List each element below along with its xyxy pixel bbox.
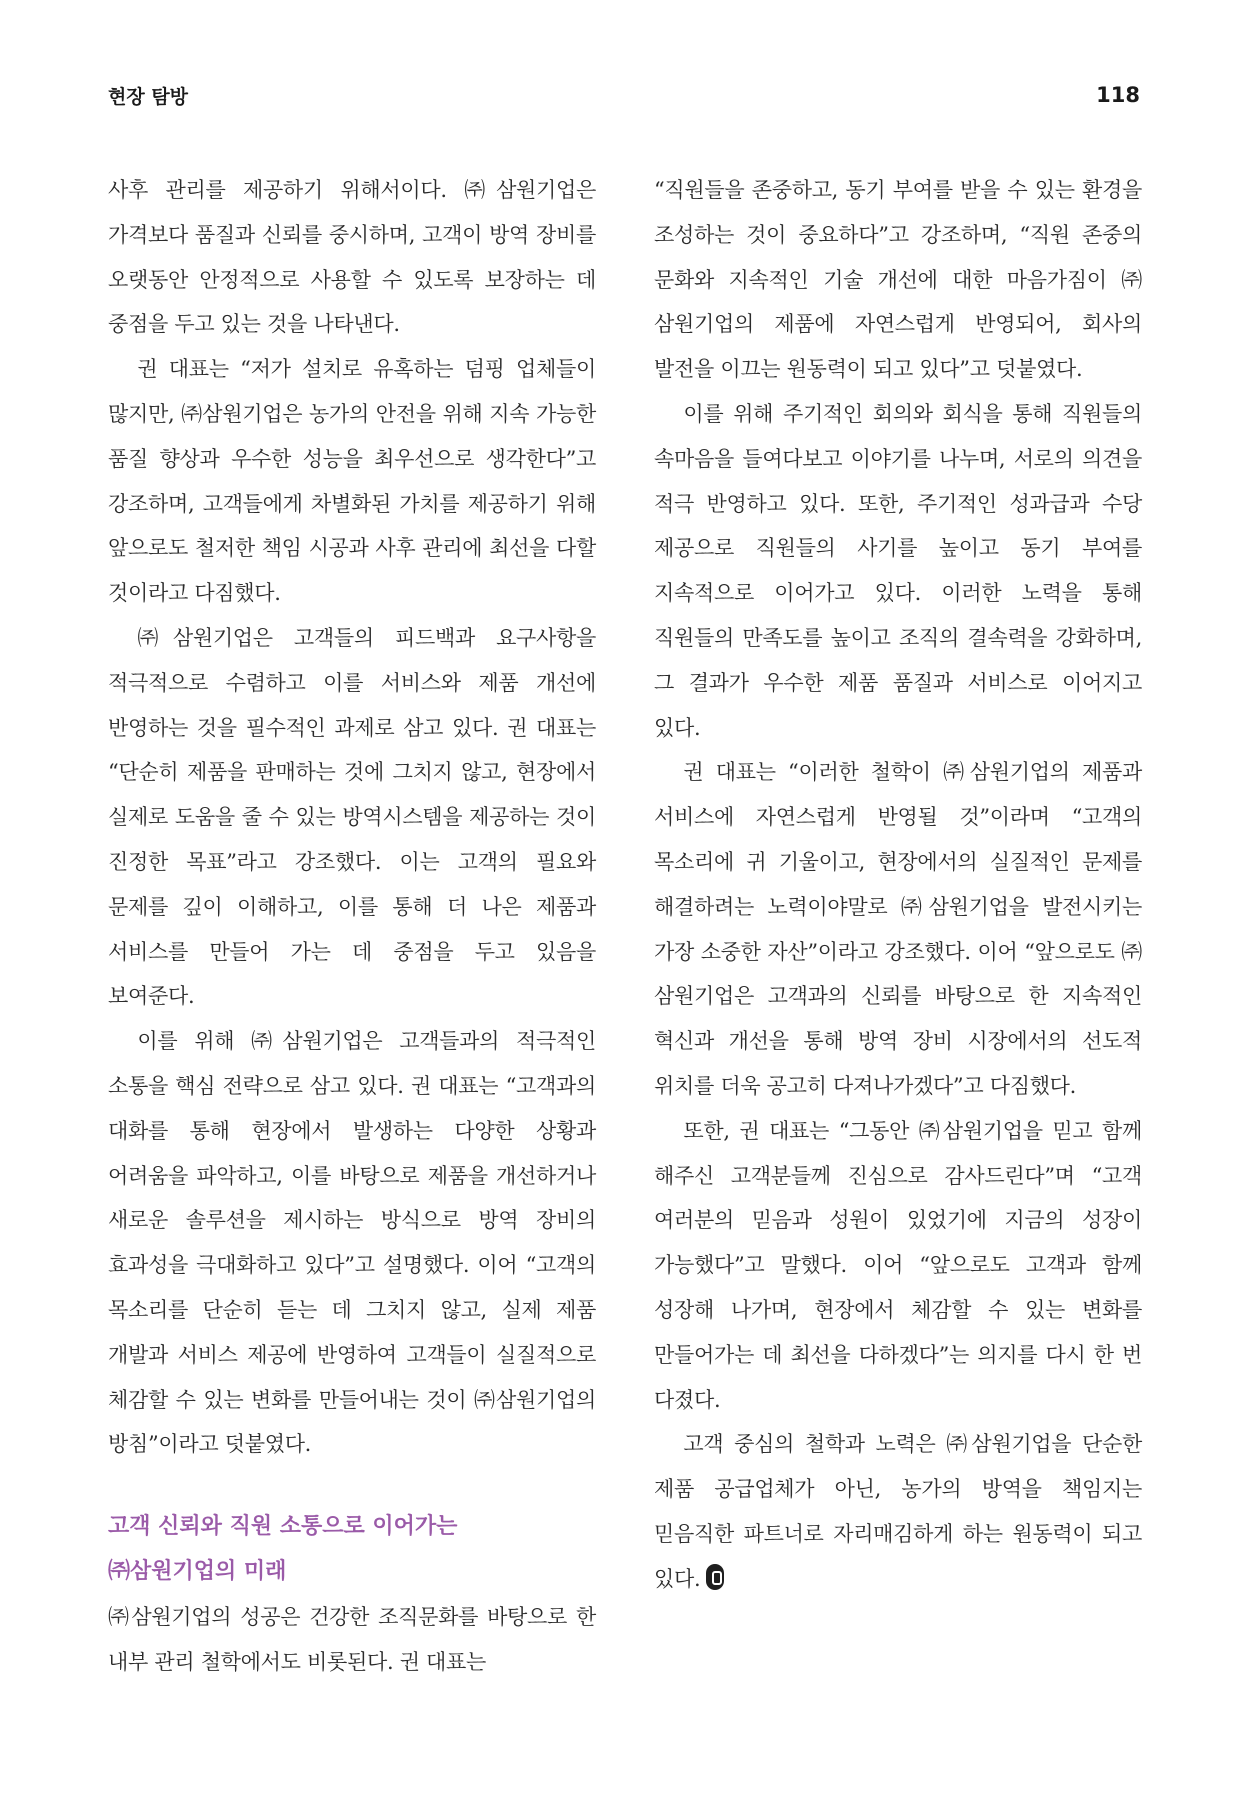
paragraph: 이를 위해 주기적인 회의와 회식을 통해 직원들의 속마음을 들여다보고 이야기를 나누며, 서로의 의견을 적극 반영하고 있다. 또한, 주기적인 성과급과 수당 제공으로 직원들의 사기를 높이고 동기 부여를 지속적으로 이어가고 있다. 이러한 노력을 통해 직원들의 만족도를 높이고 조직의 결속력을 강화하며, 그 결과가 우수한 제품 품질과 서비스로 이어지고 있다. — [654, 401, 1142, 740]
paragraph-last — [654, 1422, 1142, 1601]
paragraph: ㈜삼원기업은 고객들의 피드백과 요구사항을 적극적으로 수렴하고 이를 서비스와 제품 개선에 반영하는 것을 필수적인 과제로 삼고 있다. 권 대표는 “단순히 제품을 판매하는 것에 그치지 않고, 현장에서 실제로 도움을 줄 수 있는 방역시스템을 제공하는 것이 진정한 목표”라고 강조했다. 이는 고객의 필요와 문제를 깊이 이해하고, 이를 통해 더 나은 제품과 서비스를 만들어 가는 데 중점을 두고 있음을 보여준다. — [108, 625, 596, 1009]
section-title: 현장 탐방 — [108, 85, 189, 108]
paragraph: 사후 관리를 제공하기 위해서이다. ㈜삼원기업은 가격보다 품질과 신뢰를 중시하며, 고객이 방역 장비를 오랫동안 안정적으로 사용할 수 있도록 보장하는 데 중점을 두고 있는 것을 나타낸다. — [108, 178, 596, 337]
page-number: 118 — [1096, 83, 1140, 107]
paragraph: 이를 위해 ㈜삼원기업은 고객들과의 적극적인 소통을 핵심 전략으로 삼고 있다. 권 대표는 “고객과의 대화를 통해 현장에서 발생하는 다양한 상황과 어려움을 파악하고, 이를 바탕으로 제품을 개선하거나 새로운 솔루션을 제시하는 방식으로 방역 장비의 효과성을 극대화하고 있다”고 설명했다. 이어 “고객의 목소리를 단순히 듣는 데 그치지 않고, 실제 제품 개발과 서비스 제공에 반영하여 고객들이 실질적으로 체감할 수 있는 변화를 만들어내는 것이 ㈜삼원기업의 방침”이라고 덧붙였다. — [108, 1029, 596, 1457]
page-header — [108, 78, 1140, 112]
section-heading-line: 고객 신뢰와 직원 소통으로 이어가는 — [108, 1514, 458, 1540]
paragraph: ㈜삼원기업의 성공은 건강한 조직문화를 바탕으로 한 내부 관리 철학에서도 비롯된다. 권 대표는 — [108, 1604, 596, 1674]
section-heading-line: ㈜삼원기업의 미래 — [108, 1558, 287, 1584]
article-end-icon — [706, 1564, 724, 1590]
paragraph-text: 고객 중심의 철학과 노력은 ㈜삼원기업을 단순한 제품 공급업체가 아닌, 농가의 방역을 책임지는 믿음직한 파트너로 자리매김하게 하는 원동력이 되고 있다. — [654, 1432, 1142, 1591]
paragraph: “직원들을 존중하고, 동기 부여를 받을 수 있는 환경을 조성하는 것이 중요하다”고 강조하며, “직원 존중의 문화와 지속적인 기술 개선에 대한 마음가짐이 ㈜삼원기업의 제품에 자연스럽게 반영되어, 회사의 발전을 이끄는 원동력이 되고 있다”고 덧붙였다. — [654, 178, 1142, 382]
left-column — [108, 168, 596, 1684]
section-heading — [108, 1505, 596, 1595]
paragraph: 권 대표는 “이러한 철학이 ㈜삼원기업의 제품과 서비스에 자연스럽게 반영될 것”이라며 “고객의 목소리에 귀 기울이고, 현장에서의 실질적인 문제를 해결하려는 노력이야말로 ㈜삼원기업을 발전시키는 가장 소중한 자산”이라고 강조했다. 이어 “앞으로도 ㈜삼원기업은 고객과의 신뢰를 바탕으로 한 지속적인 혁신과 개선을 통해 방역 장비 시장에서의 선도적 위치를 더욱 공고히 다져나가겠다”고 다짐했다. — [654, 760, 1142, 1098]
right-column — [654, 168, 1142, 1602]
paragraph: 또한, 권 대표는 “그동안 ㈜삼원기업을 믿고 함께 해주신 고객분들께 진심으로 감사드린다”며 “고객 여러분의 믿음과 성원이 있었기에 지금의 성장이 가능했다”고 말했다. 이어 “앞으로도 고객과 함께 성장해 나가며, 현장에서 체감할 수 있는 변화를 만들어가는 데 최선을 다하겠다”는 의지를 다시 한 번 다졌다. — [654, 1118, 1142, 1412]
paragraph: 권 대표는 “저가 설치로 유혹하는 덤핑 업체들이 많지만, ㈜삼원기업은 농가의 안전을 위해 지속 가능한 품질 향상과 우수한 성능을 최우선으로 생각한다”고 강조하며, 고객들에게 차별화된 가치를 제공하기 위해 앞으로도 철저한 책임 시공과 사후 관리에 최선을 다할 것이라고 다짐했다. — [108, 357, 596, 606]
